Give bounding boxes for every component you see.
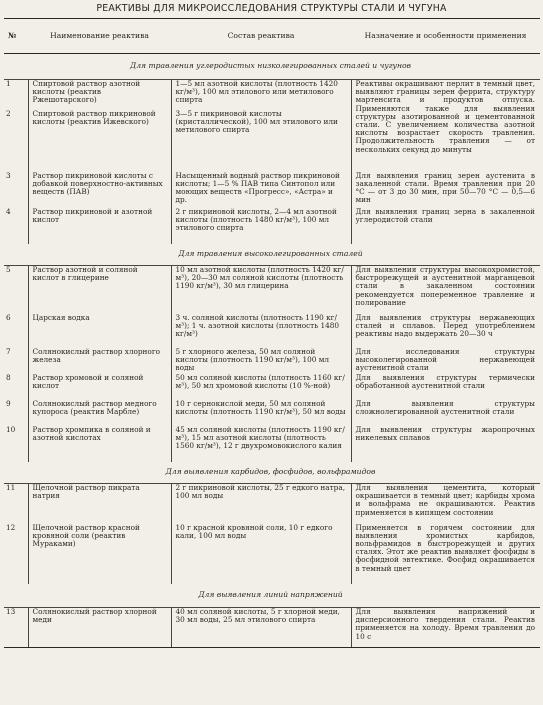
- row-name: Спиртовой раствор азотной кислоты (реактив Ржешотарского): [28, 80, 171, 110]
- row-composition: 40 мл соляной кислоты, 5 г хлорной меди, 30 мл воды, 25 мл этилового спирта: [171, 608, 351, 648]
- row-purpose: Для выявления структуры нержавеющих сталей и сплавов. Перед употреблением реактивы надо выдержать 20—30 ч: [351, 314, 540, 348]
- row-purpose: Для выявления границ зерен аустенита в закаленной стали. Время травления при 20 °С — от 3 до 30 мин, при 50—70 °С — 0,5—6 мин: [351, 172, 540, 208]
- row-num: 6: [6, 312, 11, 322]
- page-title: РЕАКТИВЫ ДЛЯ МИКРОИССЛЕДОВАНИЯ СТРУКТУРЫ СТАЛИ И ЧУГУНА: [96, 3, 447, 14]
- row-composition: 3 ч. соляной кислоты (плотность 1190 кг/м³); 1 ч. азотной кислоты (плотность 1480 кг/м³): [171, 314, 351, 348]
- row-composition: Насыщенный водный раствор пикриновой кислоты; 1—5 % ПАВ типа Синтопол или моющих веществ «Прогресс», «Астра» и др.: [171, 172, 351, 208]
- table-row: [4, 266, 540, 314]
- section-row: [4, 54, 540, 80]
- row-name: Солянокислый раствор медного купороса (реактив Марбле): [28, 400, 171, 426]
- row-name: Щелочной раствор красной кровяной соли (реактив Мураками): [28, 524, 171, 584]
- row-composition: 5 г хлорного железа, 50 мл соляной кислоты (плотность 1190 кг/м³), 100 мл воды: [171, 348, 351, 374]
- row-num: 7: [6, 346, 11, 356]
- table-row: [4, 426, 540, 462]
- row-name: Щелочной раствор пикрата натрия: [28, 484, 171, 524]
- row-name: Раствор пикриновой и азотной кислот: [28, 208, 171, 244]
- row-name: Раствор хромпика в соляной и азотной кислотах: [28, 426, 171, 462]
- header-name: Наименование реактива: [28, 19, 171, 54]
- table-row: [4, 314, 540, 348]
- row-composition: 10 г сернокислой меди, 50 мл соляной кислоты (плотность 1190 кг/м³), 50 мл воды: [171, 400, 351, 426]
- row-num: 3: [6, 170, 11, 180]
- row-purpose: Для выявления цементита, который окрашивается в темный цвет; карбиды хрома и вольфрама не окрашиваются. Реактив применяется в кипящем состоянии: [351, 484, 540, 524]
- row-composition: 10 г красной кровяной соли, 10 г едкого кали, 100 мл воды: [171, 524, 351, 584]
- table-row: [4, 172, 540, 208]
- row-purpose: Для выявления границ зерна в закаленной углеродистой стали: [351, 208, 540, 244]
- table-row: [4, 608, 540, 648]
- section-row: [4, 244, 540, 266]
- row-name: Солянокислый раствор хлорной меди: [28, 608, 171, 648]
- header-purpose: Назначение и особенности применения: [351, 19, 540, 54]
- reagents-table: [4, 18, 540, 648]
- table-row: [4, 400, 540, 426]
- table-row: [4, 374, 540, 400]
- row-num: 1: [6, 79, 11, 88]
- row-name: Раствор хромовой и соляной кислот: [28, 374, 171, 400]
- row-name: Раствор пикриновой кислоты с добавкой поверхностно-активных веществ (ПАВ): [28, 172, 171, 208]
- row-purpose: Для выявления структуры сложнолегированной аустенитной стали: [351, 400, 540, 426]
- row-composition: 50 мл соляной кислоты (плотность 1160 кг/м³), 50 мл хромовой кислоты (10 %-ной): [171, 374, 351, 400]
- table-row: [4, 348, 540, 374]
- row-name: Раствор азотной и соляной кислот в глицерине: [28, 266, 171, 314]
- table-row: [4, 484, 540, 524]
- row-composition: 1—5 мл азотной кислоты (плотность 1420 кг/м³), 100 мл этилового или метилового спирта: [171, 80, 351, 110]
- row-num: 2: [6, 108, 11, 118]
- table-row: [4, 208, 540, 244]
- row-purpose: Для выявления структуры термически обработанной аустенитной стали: [351, 374, 540, 400]
- row-purpose: Для выявления структуры жаропрочных никелевых сплавов: [351, 426, 540, 462]
- row-num: 9: [6, 398, 11, 408]
- row-composition: 45 мл соляной кислоты (плотность 1190 кг/м³), 15 мл азотной кислоты (плотность 1560 кг/м³), 12 г двухромовокислого калия: [171, 426, 351, 462]
- row-num: 13: [4, 608, 28, 648]
- section-title: Для выявления линий напряжений: [4, 584, 540, 608]
- table-row: [4, 80, 540, 110]
- row-num: 12: [6, 522, 16, 532]
- table-row: [4, 524, 540, 584]
- row-num: 10: [6, 424, 16, 434]
- header-composition: Состав реактива: [171, 19, 351, 54]
- section-row: [4, 584, 540, 608]
- header-row: [4, 19, 540, 54]
- row-purpose: Для выявления структуры высокохромистой, быстрорежущей и аустенитной марганцевой стали в закаленном состоянии рекомендуется попеременное травление и полирование: [351, 266, 540, 314]
- row-num: 5: [6, 265, 11, 274]
- row-composition: 3—5 г пикриновой кислоты (кристаллической), 100 мл этилового или метилового спирта: [171, 110, 351, 172]
- row-num: 11: [6, 483, 16, 492]
- row-purpose: Применяется в горячем состоянии для выявления хромистых карбидов, вольфрамидов в быстрорежущей и других сталях. Этот же реактив выявляет фосфиды в фосфидной эвтектике. Фосфид окрашивается в темный цвет: [351, 524, 540, 584]
- row-name: Царская водка: [28, 314, 171, 348]
- row-composition: 10 мл азотной кислоты (плотность 1420 кг/м³), 20—30 мл соляной кислоты (плотность 1190 кг/м³), 30 мл глицерина: [171, 266, 351, 314]
- section-title: Для травления углеродистых низколегированных сталей и чугунов: [4, 54, 540, 80]
- section-title: Для травления высоколегированных сталей: [4, 244, 540, 266]
- row-name: Солянокислый раствор хлорного железа: [28, 348, 171, 374]
- row-num: 8: [6, 372, 11, 382]
- row-composition: 2 г пикриновой кислоты, 25 г едкого натра, 100 мл воды: [171, 484, 351, 524]
- table-body: [4, 54, 540, 648]
- row-purpose: Для выявления напряжений и дисперсионного твердения стали. Реактив применяется на холоду. Время травления до 10 с: [351, 608, 540, 648]
- row-composition: 2 г пикриновой кислоты, 2—4 мл азотной кислоты (плотность 1480 кг/м³), 100 мл этилового спирта: [171, 208, 351, 244]
- section-title: Для выявления карбидов, фосфидов, вольфрамидов: [4, 462, 540, 484]
- row-purpose: Для исследования структуры высоколегированной нержавеющей аустенитной стали: [351, 348, 540, 374]
- header-num: №: [4, 19, 28, 54]
- row-purpose: Реактивы окрашивают перлит в темный цвет, выявляют границы зерен феррита, структуру мартенсита и продуктов отпуска. Применяются также для выявления структуры азотированной и цементованной стали. С увеличением количества азотной кислоты возрастает скорость травления. Продолжительность травления — от нескольких секунд до минуты: [351, 80, 540, 172]
- section-row: [4, 462, 540, 484]
- row-name: Спиртовой раствор пикриновой кислоты (реактив Ижевского): [28, 110, 171, 172]
- row-num: 4: [6, 206, 11, 216]
